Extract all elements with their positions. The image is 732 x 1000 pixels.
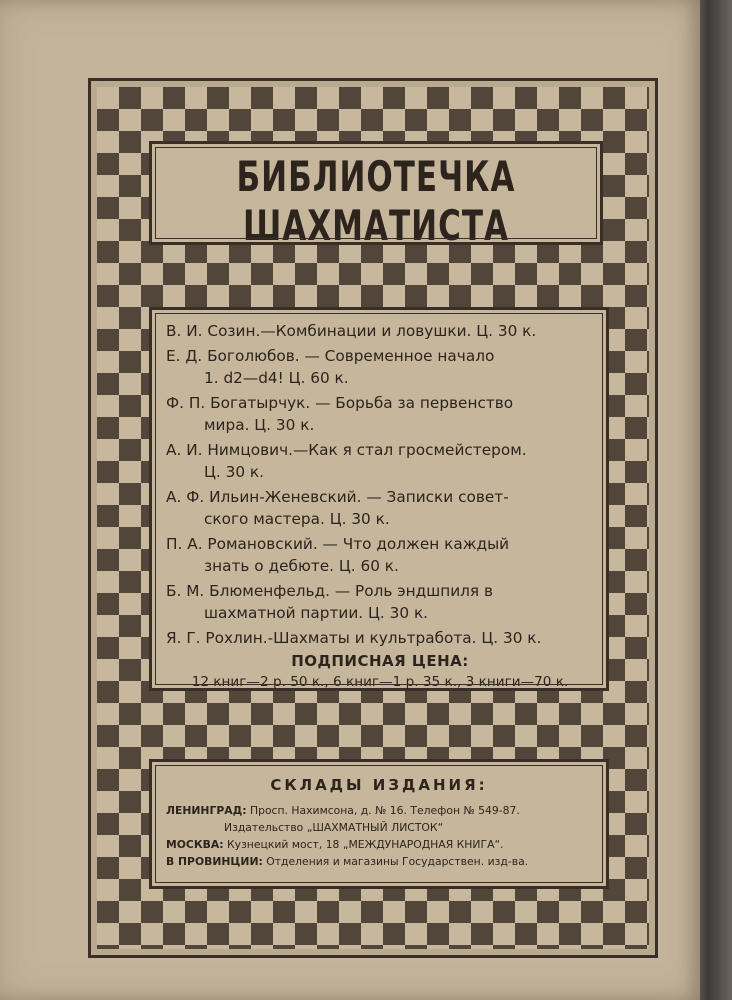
provinces-line: В ПРОВИНЦИИ: Отделения и магазины Государствен. изд-ва. <box>166 855 529 868</box>
book-entry: Б. М. Блюменфельд. — Роль эндшпиля в шахматной партии. Ц. 30 к. <box>166 582 493 622</box>
book-entry: П. А. Романовский. — Что должен каждый знать о дебюте. Ц. 60 к. <box>166 535 510 575</box>
leningrad-line: ЛЕНИНГРАД: Просп. Нахимсона, д. № 16. Телефон № 549-87. <box>166 804 520 817</box>
moscow-line: МОСКВА: Кузнецкий мост, 18 „МЕЖДУНАРОДНАЯ КНИГА“. <box>166 838 504 851</box>
book-entry: Ф. П. Богатырчук. — Борьба за первенство мира. Ц. 30 к. <box>166 394 514 434</box>
checkered-frame <box>88 78 658 958</box>
book-entry: Я. Г. Рохлин.-Шахматы и культработа. Ц. 30 к. <box>166 629 542 647</box>
book-entry: А. И. Нимцович.—Как я стал гросмейстером. Ц. 30 к. <box>166 441 527 481</box>
warehouses-panel <box>149 759 609 889</box>
leningrad-publisher-line: Издательство „ШАХМАТНЫЙ ЛИСТОК“ <box>224 821 444 834</box>
book-entry: А. Ф. Ильин-Женевский. — Записки совет- ского мастера. Ц. 30 к. <box>166 488 509 528</box>
warehouses-heading: СКЛАДЫ ИЗДАНИЯ: <box>270 776 488 794</box>
book-entry: В. И. Созин.—Комбинации и ловушки. Ц. 30 к. <box>166 322 537 340</box>
subscription-heading: ПОДПИСНАЯ ЦЕНА: <box>291 652 469 670</box>
book-list-panel <box>149 307 609 691</box>
title-panel <box>149 141 603 251</box>
subscription-prices: 12 книг—2 р. 50 к., 6 книг—1 р. 35 к., 3 книги—70 к. <box>191 674 569 690</box>
book-entry: Е. Д. Боголюбов. — Современное начало 1. d2—d4! Ц. 60 к. <box>166 347 495 387</box>
page-title: БИБЛИОТЕЧКА ШАХМАТИСТА <box>236 153 516 251</box>
